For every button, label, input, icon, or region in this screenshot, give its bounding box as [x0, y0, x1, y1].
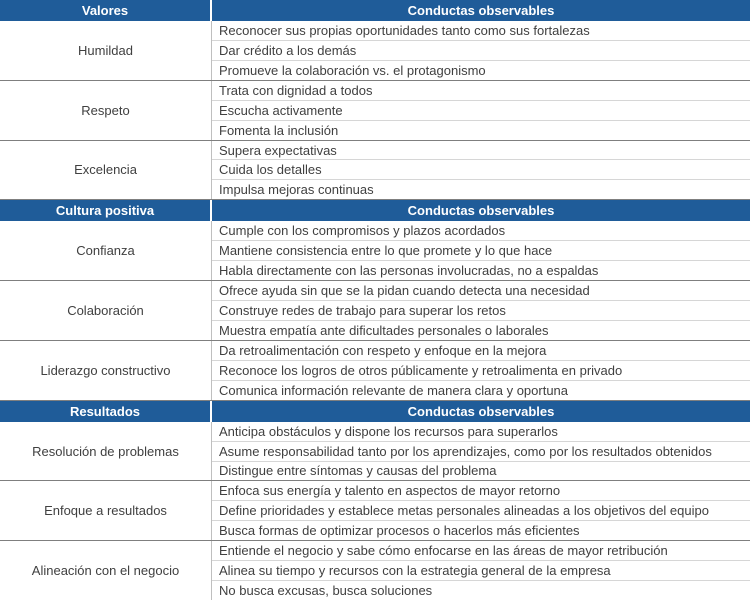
value-group-row: [0, 541, 750, 600]
section-header-behaviors-label: Conductas observables: [407, 403, 555, 419]
value-name-cell: Respeto: [0, 81, 212, 140]
behavior-cell: Asume responsabilidad tanto por los aprendizajes, como por los resultados obtenidos: [212, 441, 750, 461]
section-header-behaviors-label: Conductas observables: [407, 203, 555, 219]
value-name-cell: Alineación con el negocio: [0, 541, 212, 600]
behaviors-column: [212, 422, 750, 481]
behavior-cell: Escucha activamente: [212, 100, 750, 120]
behaviors-column: [212, 21, 750, 80]
behaviors-column: [212, 341, 750, 400]
behavior-cell: Alinea su tiempo y recursos con la estrategia general de la empresa: [212, 560, 750, 580]
value-name-cell: Humildad: [0, 21, 212, 80]
value-name-cell: Colaboración: [0, 281, 212, 340]
value-name-cell: Excelencia: [0, 141, 212, 200]
behaviors-column: [212, 141, 750, 200]
behavior-cell: Da retroalimentación con respeto y enfoque en la mejora: [219, 342, 547, 358]
behavior-cell: Promueve la colaboración vs. el protagonismo: [212, 60, 750, 80]
behavior-cell: Mantiene consistencia entre lo que promete y lo que hace: [212, 240, 750, 260]
behavior-cell: Impulsa mejoras continuas: [212, 179, 750, 199]
behaviors-column: [212, 541, 750, 600]
behavior-cell: Fomenta la inclusión: [212, 120, 750, 140]
behavior-cell: Dar crédito a los demás: [212, 40, 750, 60]
behavior-cell: Entiende el negocio y sabe cómo enfocarse en las áreas de mayor retribución: [219, 543, 668, 559]
value-group-row: [0, 221, 750, 281]
behavior-cell: Supera expectativas: [219, 142, 337, 158]
value-group-row: [0, 481, 750, 541]
behavior-cell: Ofrece ayuda sin que se la pidan cuando detecta una necesidad: [219, 283, 590, 299]
behavior-cell: Cuida los detalles: [212, 159, 750, 179]
section-header: [0, 200, 750, 221]
value-group-row: [0, 422, 750, 482]
behavior-cell: Distingue entre síntomas y causas del problema: [212, 461, 750, 481]
behavior-cell: Define prioridades y establece metas personales alineadas a los objetivos del equipo: [212, 500, 750, 520]
behavior-cell: Reconocer sus propias oportunidades tanto como sus fortalezas: [219, 22, 590, 38]
value-group-row: [0, 21, 750, 81]
behaviors-column: [212, 281, 750, 340]
section-header-category-label: Cultura positiva: [0, 200, 212, 221]
value-name-cell: Enfoque a resultados: [0, 481, 212, 540]
behavior-cell: Enfoca sus energía y talento en aspectos de mayor retorno: [219, 483, 561, 499]
value-name-cell: Confianza: [0, 221, 212, 280]
section-header-category-label: Valores: [0, 0, 212, 21]
behaviors-column: [212, 221, 750, 280]
section-header: [0, 401, 750, 422]
behavior-cell: Muestra empatía ante dificultades personales o laborales: [212, 320, 750, 340]
value-group-row: [0, 141, 750, 201]
value-group-row: [0, 81, 750, 141]
behavior-cell: Comunica información relevante de manera clara y oportuna: [212, 380, 750, 400]
behavior-cell: Busca formas de optimizar procesos o hacerlos más eficientes: [212, 520, 750, 540]
value-group-row: [0, 281, 750, 341]
behavior-cell: Anticipa obstáculos y dispone los recursos para superarlos: [219, 423, 558, 439]
behavior-cell: Trata con dignidad a todos: [219, 82, 373, 98]
behavior-cell: Construye redes de trabajo para superar los retos: [212, 300, 750, 320]
value-group-row: [0, 341, 750, 401]
behavior-cell: Habla directamente con las personas involucradas, no a espaldas: [212, 260, 750, 280]
section-header-category-label: Resultados: [0, 401, 212, 422]
value-name-cell: Liderazgo constructivo: [0, 341, 212, 400]
section-header-behaviors-label: Conductas observables: [407, 3, 555, 18]
section-header: [0, 0, 750, 21]
behavior-cell: Cumple con los compromisos y plazos acordados: [219, 223, 506, 239]
behaviors-column: [212, 81, 750, 140]
behaviors-column: [212, 481, 750, 540]
behavior-cell: Reconoce los logros de otros públicamente y retroalimenta en privado: [212, 360, 750, 380]
value-name-cell: Resolución de problemas: [0, 422, 212, 481]
behavior-cell: No busca excusas, busca soluciones: [212, 580, 750, 600]
